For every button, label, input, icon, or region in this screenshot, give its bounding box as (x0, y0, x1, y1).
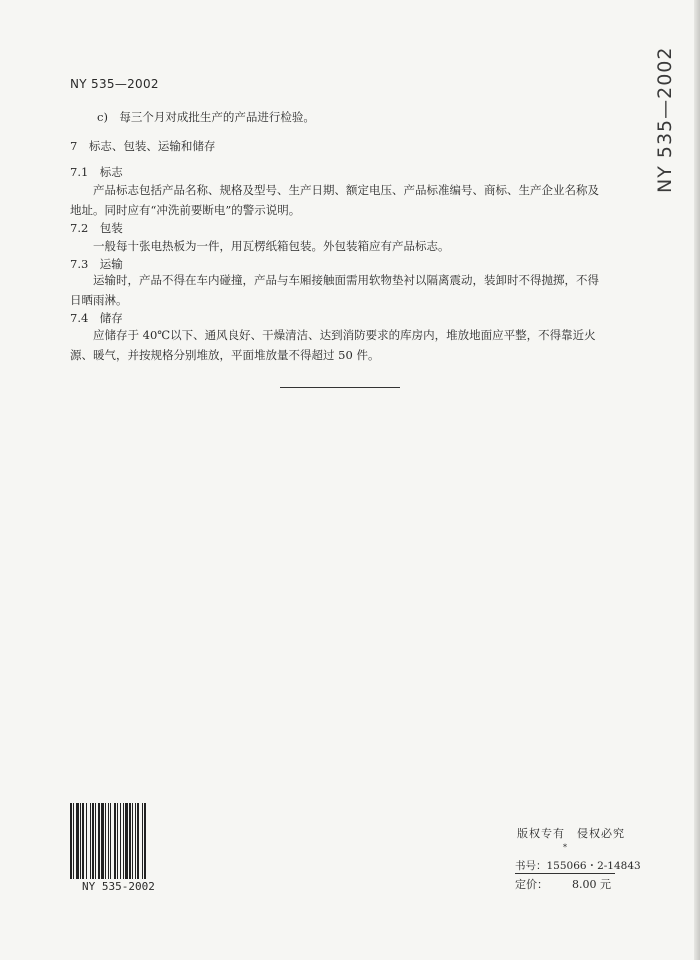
price-value: 8.00 元 (572, 878, 611, 891)
section-7-1-body: 产品标志包括产品名称、规格及型号、生产日期、额定电压、产品标准编号、商标、生产企业名称及地址。同时应有“冲洗前要断电”的警示说明。 (70, 183, 599, 217)
side-doc-code: NY 535—2002 (654, 46, 676, 193)
header-doc-code: NY 535—2002 (70, 77, 159, 91)
barcode-graphic (70, 803, 192, 879)
price-label: 定价： (515, 878, 548, 891)
scan-edge (694, 0, 700, 960)
barcode-label: NY 535-2002 (82, 880, 155, 893)
section-7-2-title: 7.2 包装 (70, 221, 123, 235)
end-rule (280, 387, 400, 388)
section-7-title: 7 标志、包装、运输和储存 (70, 139, 216, 153)
book-number-rule (515, 873, 615, 874)
section-7-1-title: 7.1 标志 (70, 165, 123, 179)
star-mark: * (563, 843, 567, 852)
section-7-3-body: 运输时，产品不得在车内碰撞，产品与车厢接触面需用软物垫衬以隔离震动，装卸时不得抛掷，不得日晒雨淋。 (70, 273, 599, 307)
section-7-2-body: 一般每十张电热板为一件，用瓦楞纸箱包装。外包装箱应有产品标志。 (93, 239, 450, 253)
section-7-4-title: 7.4 储存 (70, 311, 123, 325)
item-c: c) 每三个月对成批生产的产品进行检验。 (97, 110, 315, 124)
copyright-notice: 版权专有 侵权必究 (517, 827, 625, 840)
section-7-4-body: 应储存于 40℃以下、通风良好、干燥清洁、达到消防要求的库房内，堆放地面应平整，不得靠近火源、暖气，并按规格分别堆放，平面堆放量不得超过 50 件。 (70, 328, 596, 362)
section-7-3-title: 7.3 运输 (70, 257, 123, 271)
book-number: 书号：155066・2-14843 (515, 860, 641, 872)
